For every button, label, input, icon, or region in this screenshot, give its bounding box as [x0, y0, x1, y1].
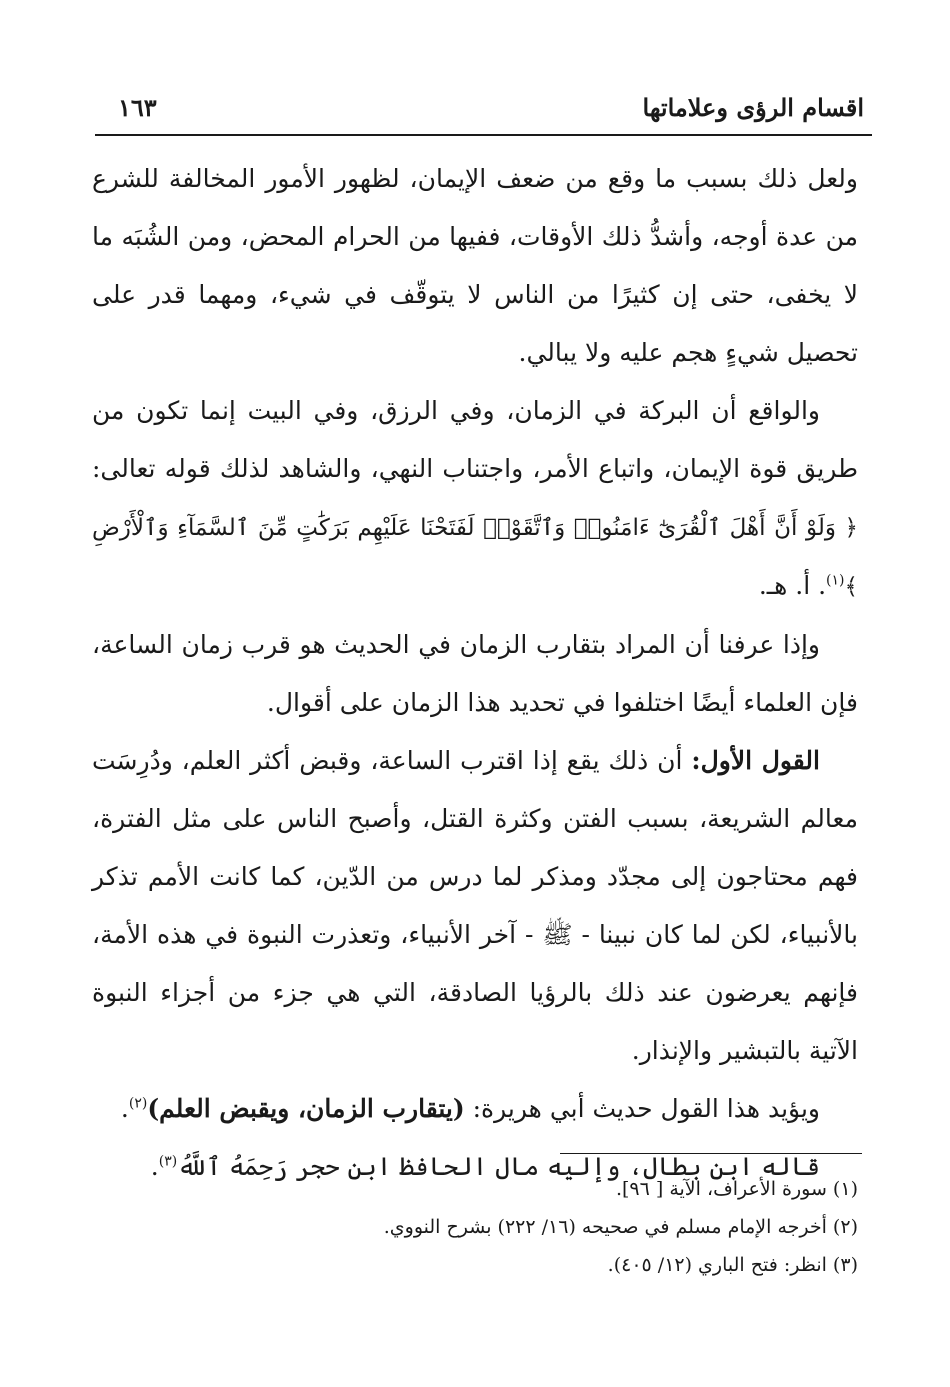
- paragraph-4-text: أن ذلك يقع إذا اقترب الساعة، وقبض أكثر العلم، ودُرِسَت معالم الشريعة، بسبب الفتن وكثرة القتل، وأصبح الناس على مثل الفترة، فهم محتاجون إلى مجدّد ومذكر لما درس من الدّين، كما كانت الأمم تذكر بالأنبياء، لكن لما كان نبينا - ﷺ - آخر الأنبياء، وتعذرت النبوة في هذه الأمة، فإنهم يعرضون عند ذلك بالرؤيا الصادقة، التي هي جزء من أجزاء النبوة الآتية بالتبشير والإنذار.: [92, 746, 858, 1065]
- chapter-title: اقسام الرؤى وعلاماتها: [642, 93, 864, 122]
- header-divider: [95, 134, 872, 136]
- paragraph-2: [92, 382, 858, 616]
- running-header: [118, 88, 864, 128]
- footnote-ref-3[interactable]: (٣): [158, 1153, 178, 1170]
- paragraph-2-end: . أ. هـ.: [758, 571, 827, 600]
- footnote-ref-1[interactable]: (١): [826, 572, 845, 589]
- paragraph-3: وإذا عرفنا أن المراد بتقارب الزمان في الحديث هو قرب زمان الساعة، فإن العلماء أيضًا اختلفوا في تحديد هذا الزمان على أقوال.: [92, 630, 858, 717]
- paragraph-6-end: .: [150, 1152, 159, 1181]
- footnote-ref-2[interactable]: (٢): [128, 1095, 148, 1112]
- hadith-quote: (يتقارب الزمان، ويقبض العلم): [147, 1094, 465, 1123]
- paragraph-5-end: .: [120, 1094, 129, 1123]
- footnote-3: (٣) انظر: فتح الباري (١٢/ ٤٠٥).: [607, 1254, 858, 1276]
- paragraph-5: [92, 1080, 858, 1138]
- footnote-1: (١) سورة الأعراف، الآية [ ٩٦].: [615, 1178, 858, 1200]
- paragraph-5-text: ويؤيد هذا القول حديث أبي هريرة:: [464, 1094, 820, 1123]
- footnote-divider: [560, 1153, 862, 1154]
- paragraph-2-text: والواقع أن البركة في الزمان، وفي الرزق، وفي البيت إنما تكون من طريق قوة الإيمان، واتباع الأمر، واجتناب النهي، والشاهد لذلك قوله تعالى:: [92, 396, 858, 483]
- main-text: [92, 150, 858, 1196]
- paragraph-1: ولعل ذلك بسبب ما وقع من ضعف الإيمان، لظهور الأمور المخالفة للشرع من عدة أوجه، وأشدُّ ذلك الأوقات، ففيها من الحرام المحض، ومن الشُبَه ما لا يخفى، حتى إن كثيرًا من الناس لا يتوقّف في شيء، ومهما قدر على تحصيل شيءٍ هجم عليه ولا يبالي.: [92, 164, 858, 367]
- paragraph-4: [92, 732, 858, 1080]
- quran-verse: ﴿ وَلَوْ أَنَّ أَهْلَ ٱلْقُرَىٰٓ ءَامَنُوا۟ وَٱتَّقَوْا۟ لَفَتَحْنَا عَلَيْهِم بَرَكَٰتٍ مِّنَ ٱلسَّمَآءِ وَٱلْأَرْضِ ﴾: [92, 515, 858, 600]
- paragraph-6-text: قاله ابن بطال، وإليه مال الحافظ ابن حجر رَحِمَهُ ٱللَّهُ: [177, 1152, 820, 1181]
- page-number: ١٦٣: [118, 93, 157, 122]
- first-opinion-label: القول الأول:: [691, 746, 820, 775]
- footnotes: [92, 1170, 858, 1284]
- footnote-2: (٢) أخرجه الإمام مسلم في صحيحه (١٦/ ٢٢٢) بشرح النووي.: [383, 1216, 858, 1238]
